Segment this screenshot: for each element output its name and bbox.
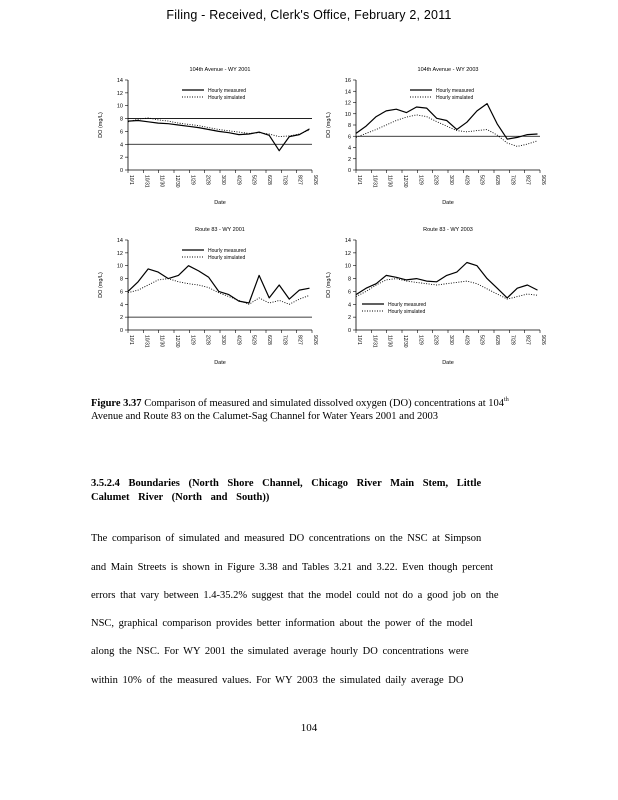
chart-title: Route 83 - WY 2001 bbox=[195, 227, 245, 233]
x-tick-label: 8/27 bbox=[296, 335, 303, 345]
x-axis-label: Date bbox=[442, 360, 454, 366]
y-tick-label: 14 bbox=[344, 89, 351, 96]
x-tick-label: 4/29 bbox=[463, 175, 470, 185]
y-tick-label: 8 bbox=[119, 276, 123, 283]
x-tick-label: 5/29 bbox=[250, 335, 257, 345]
section-title: Boundaries (North Shore Channel, Chicago River Main Stem, Little Calumet River (North and South)) bbox=[91, 478, 482, 503]
x-tick-label: 11/30 bbox=[386, 335, 393, 348]
x-axis-label: Date bbox=[214, 200, 226, 206]
x-tick-label: 1/29 bbox=[189, 175, 196, 185]
x-tick-label: 4/29 bbox=[463, 335, 470, 345]
y-axis-label: DO (mg/L) bbox=[98, 272, 104, 298]
chart-route83-2003 bbox=[318, 226, 558, 381]
y-tick-label: 0 bbox=[347, 328, 351, 334]
figure-caption-superscript: th bbox=[504, 397, 509, 403]
legend-label: Hourly simulated bbox=[388, 309, 426, 315]
x-tick-label: 8/27 bbox=[296, 175, 303, 185]
y-tick-label: 0 bbox=[347, 168, 351, 174]
chart-title: Route 83 - WY 2003 bbox=[423, 227, 473, 233]
y-axis-label: DO (mg/L) bbox=[326, 112, 332, 138]
series-measured-line bbox=[356, 263, 538, 298]
x-tick-label: 6/28 bbox=[266, 175, 272, 185]
y-tick-label: 12 bbox=[116, 250, 123, 257]
figure-caption bbox=[91, 394, 511, 423]
y-tick-label: 4 bbox=[119, 142, 123, 149]
x-tick-label: 1/29 bbox=[189, 335, 196, 345]
x-tick-label: 3/30 bbox=[220, 335, 226, 345]
y-tick-label: 8 bbox=[119, 116, 123, 123]
y-tick-label: 4 bbox=[347, 302, 351, 309]
x-tick-label: 10/1 bbox=[356, 335, 362, 345]
x-tick-label: 1/29 bbox=[417, 335, 424, 345]
y-tick-label: 6 bbox=[347, 289, 351, 296]
x-tick-label: 6/28 bbox=[494, 335, 500, 345]
chart-route83-2001-svg bbox=[90, 226, 330, 381]
x-tick-label: 8/27 bbox=[524, 175, 531, 185]
x-tick-label: 10/31 bbox=[371, 175, 378, 188]
x-tick-label: 5/29 bbox=[250, 175, 257, 185]
x-tick-label: 9/26 bbox=[540, 175, 546, 185]
y-tick-label: 8 bbox=[347, 123, 351, 129]
chart-104th-2003-svg bbox=[318, 66, 558, 216]
x-tick-label: 9/26 bbox=[312, 335, 318, 345]
y-tick-label: 10 bbox=[344, 263, 351, 270]
x-tick-label: 10/31 bbox=[371, 335, 378, 348]
y-tick-label: 4 bbox=[119, 302, 123, 309]
y-tick-label: 12 bbox=[344, 250, 351, 257]
x-tick-label: 5/29 bbox=[478, 335, 485, 345]
x-tick-label: 2/28 bbox=[432, 175, 439, 185]
y-tick-label: 0 bbox=[119, 328, 123, 334]
legend-label: Hourly simulated bbox=[436, 95, 474, 101]
x-tick-label: 12/30 bbox=[402, 175, 408, 188]
x-tick-label: 12/30 bbox=[402, 335, 408, 348]
x-tick-label: 3/30 bbox=[448, 335, 454, 345]
x-tick-label: 7/28 bbox=[281, 335, 288, 345]
x-tick-label: 7/28 bbox=[509, 335, 516, 345]
x-tick-label: 3/30 bbox=[220, 175, 226, 185]
legend-label: Hourly measured bbox=[436, 88, 475, 94]
section-number: 3.5.2.4 bbox=[91, 478, 120, 489]
series-simulated-line bbox=[356, 115, 538, 146]
x-tick-label: 11/30 bbox=[158, 335, 165, 348]
series-measured-line bbox=[356, 104, 538, 140]
x-tick-label: 2/28 bbox=[432, 335, 439, 345]
body-line-5: along the NSC. For WY 2001 the simulated average hourly DO concentrations were bbox=[91, 646, 469, 657]
y-tick-label: 6 bbox=[347, 134, 351, 141]
legend-label: Hourly measured bbox=[388, 302, 427, 308]
y-tick-label: 2 bbox=[119, 315, 123, 322]
y-axis-label: DO (mg/L) bbox=[326, 272, 332, 298]
x-tick-label: 10/31 bbox=[143, 175, 150, 188]
y-tick-label: 6 bbox=[119, 289, 123, 296]
section-heading bbox=[91, 477, 521, 505]
series-measured-line bbox=[128, 266, 310, 303]
y-tick-label: 10 bbox=[344, 111, 351, 118]
x-tick-label: 3/30 bbox=[448, 175, 454, 185]
x-tick-label: 7/28 bbox=[281, 175, 288, 185]
body-line-2: and Main Streets is shown in Figure 3.38 and Tables 3.21 and 3.22. Even though percent bbox=[91, 562, 494, 573]
x-tick-label: 4/29 bbox=[235, 335, 242, 345]
series-measured-line bbox=[128, 121, 310, 151]
y-tick-label: 8 bbox=[347, 276, 351, 283]
x-tick-label: 9/26 bbox=[540, 335, 546, 345]
y-tick-label: 14 bbox=[344, 238, 351, 244]
body-line-6: within 10% of the measured values. For WY 2003 the simulated daily average DO bbox=[91, 675, 464, 686]
x-tick-label: 11/30 bbox=[386, 175, 393, 188]
x-tick-label: 4/29 bbox=[235, 175, 242, 185]
x-tick-label: 9/26 bbox=[312, 175, 318, 185]
chart-104th-2003 bbox=[318, 66, 558, 216]
legend-label: Hourly simulated bbox=[208, 255, 246, 261]
x-tick-label: 2/28 bbox=[204, 175, 211, 185]
x-axis-label: Date bbox=[442, 200, 454, 206]
body-line-3: errors that vary between 1.4-35.2% suggest that the model could not do a good job on the bbox=[91, 590, 499, 601]
figure-caption-text-2: Avenue and Route 83 on the Calumet-Sag Channel for Water Years 2001 and 2003 bbox=[91, 411, 438, 422]
x-axis-label: Date bbox=[214, 360, 226, 366]
y-tick-label: 16 bbox=[344, 78, 351, 84]
figure-caption-text-1: Comparison of measured and simulated dissolved oxygen (DO) concentrations at 104 bbox=[144, 398, 505, 409]
y-tick-label: 4 bbox=[347, 145, 351, 152]
x-tick-label: 10/1 bbox=[356, 175, 362, 185]
y-tick-label: 2 bbox=[347, 156, 351, 163]
chart-route83-2003-svg bbox=[318, 226, 558, 381]
legend-label: Hourly measured bbox=[208, 248, 247, 254]
y-tick-label: 14 bbox=[116, 238, 123, 244]
series-simulated-line bbox=[128, 118, 310, 137]
series-simulated-line bbox=[356, 279, 538, 300]
x-tick-label: 12/30 bbox=[174, 335, 180, 348]
x-tick-label: 2/28 bbox=[204, 335, 211, 345]
legend-label: Hourly measured bbox=[208, 88, 247, 94]
chart-route83-2001 bbox=[90, 226, 330, 381]
x-tick-label: 12/30 bbox=[174, 175, 180, 188]
x-tick-label: 10/31 bbox=[143, 335, 150, 348]
chart-104th-2001-svg bbox=[90, 66, 330, 216]
x-tick-label: 8/27 bbox=[524, 335, 531, 345]
y-tick-label: 12 bbox=[116, 90, 123, 97]
x-tick-label: 7/28 bbox=[509, 175, 516, 185]
x-tick-label: 5/29 bbox=[478, 175, 485, 185]
legend-label: Hourly simulated bbox=[208, 95, 246, 101]
y-tick-label: 2 bbox=[119, 155, 123, 162]
y-tick-label: 2 bbox=[347, 315, 351, 322]
y-tick-label: 6 bbox=[119, 129, 123, 136]
x-tick-label: 6/28 bbox=[494, 175, 500, 185]
x-tick-label: 11/30 bbox=[158, 175, 165, 188]
x-tick-label: 6/28 bbox=[266, 335, 272, 345]
chart-title: 104th Avenue - WY 2001 bbox=[189, 67, 251, 73]
y-tick-label: 0 bbox=[119, 168, 123, 174]
y-tick-label: 12 bbox=[344, 100, 351, 107]
page-header: Filing - Received, Clerk's Office, February 2, 2011 bbox=[166, 8, 452, 22]
chart-title: 104th Avenue - WY 2003 bbox=[417, 67, 479, 73]
x-tick-label: 10/1 bbox=[128, 175, 134, 185]
page-number: 104 bbox=[300, 722, 318, 734]
y-axis-label: DO (mg/L) bbox=[98, 112, 104, 138]
body-line-4: NSC, graphical comparison provides better information about the power of the model bbox=[91, 618, 473, 629]
chart-104th-2001 bbox=[90, 66, 330, 216]
figure-label: Figure 3.37 bbox=[91, 398, 142, 409]
y-tick-label: 14 bbox=[116, 78, 123, 84]
x-tick-label: 10/1 bbox=[128, 335, 134, 345]
body-line-1: The comparison of simulated and measured DO concentrations on the NSC at Simpson bbox=[91, 533, 482, 544]
y-tick-label: 10 bbox=[116, 103, 123, 110]
y-tick-label: 10 bbox=[116, 263, 123, 270]
x-tick-label: 1/29 bbox=[417, 175, 424, 185]
